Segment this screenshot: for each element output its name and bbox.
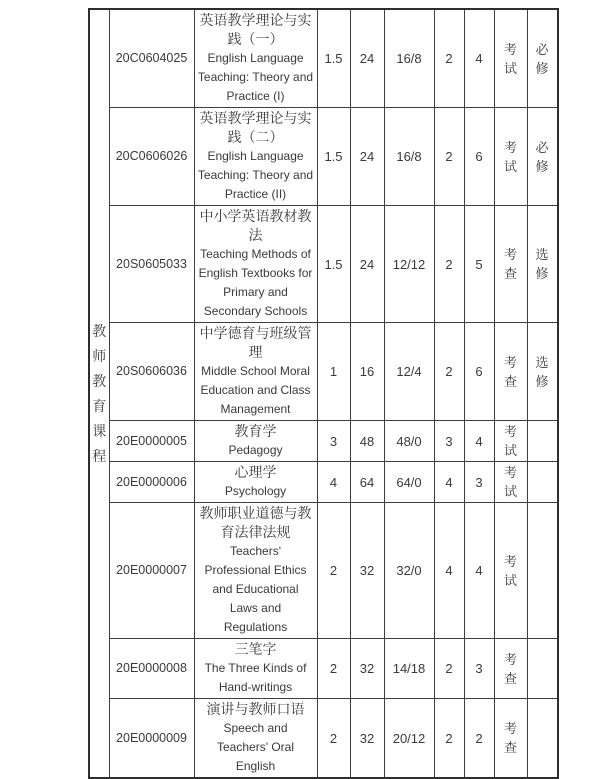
assessment-cell: 考试	[494, 503, 527, 639]
hours-cell: 32	[350, 699, 384, 779]
course-code: 20C0606026	[109, 108, 194, 206]
course-type-cell: 选修	[527, 206, 558, 323]
assessment-cell: 考试	[494, 9, 527, 108]
table-row	[89, 699, 558, 779]
weekly-hours-cell: 2	[434, 323, 464, 421]
hours-ratio-cell: 14/18	[384, 639, 434, 699]
hours-ratio-cell: 64/0	[384, 462, 434, 503]
assessment-cell: 考查	[494, 639, 527, 699]
hours-cell: 24	[350, 9, 384, 108]
course-type-cell	[527, 462, 558, 503]
semester-cell: 6	[464, 323, 494, 421]
assessment-cell: 考试	[494, 421, 527, 462]
course-table-body	[89, 9, 558, 778]
course-code: 20E0000007	[109, 503, 194, 639]
course-name	[194, 503, 317, 639]
weekly-hours-cell: 4	[434, 503, 464, 639]
course-name	[194, 639, 317, 699]
assessment-cell: 考查	[494, 699, 527, 779]
hours-cell: 32	[350, 639, 384, 699]
course-code: 20E0000009	[109, 699, 194, 779]
hours-ratio-cell: 32/0	[384, 503, 434, 639]
course-name	[194, 9, 317, 108]
category-cell: 教师教育课程	[89, 9, 109, 778]
hours-cell: 24	[350, 108, 384, 206]
course-name-zh: 三笔字	[234, 641, 277, 657]
course-type-cell	[527, 699, 558, 779]
credits-cell: 4	[317, 462, 350, 503]
credits-cell: 2	[317, 699, 350, 779]
hours-ratio-cell: 20/12	[384, 699, 434, 779]
table-row	[89, 462, 558, 503]
credits-cell: 2	[317, 503, 350, 639]
weekly-hours-cell: 3	[434, 421, 464, 462]
course-name-zh: 中学德育与班级管理	[199, 325, 312, 360]
course-code: 20S0606036	[109, 323, 194, 421]
hours-cell: 24	[350, 206, 384, 323]
table-row	[89, 9, 558, 108]
course-type-cell: 必修	[527, 9, 558, 108]
hours-ratio-cell: 12/12	[384, 206, 434, 323]
course-type-cell	[527, 639, 558, 699]
course-name	[194, 206, 317, 323]
hours-cell: 32	[350, 503, 384, 639]
course-name-zh: 英语教学理论与实践（一）	[199, 12, 312, 47]
weekly-hours-cell: 2	[434, 9, 464, 108]
weekly-hours-cell: 4	[434, 462, 464, 503]
hours-ratio-cell: 16/8	[384, 9, 434, 108]
credits-cell: 1.5	[317, 206, 350, 323]
table-row	[89, 503, 558, 639]
semester-cell: 4	[464, 503, 494, 639]
course-name-en: Pedagogy	[228, 443, 283, 457]
course-name-zh: 演讲与教师口语	[206, 701, 305, 717]
hours-cell: 64	[350, 462, 384, 503]
course-type-cell: 必修	[527, 108, 558, 206]
assessment-cell: 考试	[494, 108, 527, 206]
assessment-cell: 考试	[494, 462, 527, 503]
hours-cell: 48	[350, 421, 384, 462]
course-name	[194, 421, 317, 462]
weekly-hours-cell: 2	[434, 108, 464, 206]
table-row	[89, 421, 558, 462]
hours-ratio-cell: 12/4	[384, 323, 434, 421]
semester-cell: 2	[464, 699, 494, 779]
course-name	[194, 462, 317, 503]
credits-cell: 3	[317, 421, 350, 462]
course-type-cell	[527, 421, 558, 462]
semester-cell: 4	[464, 421, 494, 462]
course-name-en: Teachers' Professional Ethics and Educational Laws and Regulations	[204, 544, 307, 634]
course-name-en: The Three Kinds of Hand-writings	[204, 661, 307, 694]
weekly-hours-cell: 2	[434, 206, 464, 323]
course-code: 20E0000005	[109, 421, 194, 462]
course-code: 20C0604025	[109, 9, 194, 108]
course-name-en: English Language Teaching: Theory and Practice (I)	[197, 51, 314, 103]
credits-cell: 2	[317, 639, 350, 699]
table-row	[89, 108, 558, 206]
semester-cell: 5	[464, 206, 494, 323]
assessment-cell: 考查	[494, 323, 527, 421]
weekly-hours-cell: 2	[434, 639, 464, 699]
credits-cell: 1	[317, 323, 350, 421]
course-name	[194, 699, 317, 779]
course-table	[88, 8, 559, 779]
semester-cell: 3	[464, 639, 494, 699]
course-type-cell	[527, 503, 558, 639]
hours-cell: 16	[350, 323, 384, 421]
hours-ratio-cell: 48/0	[384, 421, 434, 462]
course-name-zh: 中小学英语教材教法	[199, 208, 312, 243]
course-name-en: Speech and Teachers' Oral English	[217, 721, 294, 773]
course-name	[194, 323, 317, 421]
credits-cell: 1.5	[317, 9, 350, 108]
credits-cell: 1.5	[317, 108, 350, 206]
course-name-en: Psychology	[224, 484, 287, 498]
course-code: 20E0000006	[109, 462, 194, 503]
course-code: 20S0605033	[109, 206, 194, 323]
semester-cell: 6	[464, 108, 494, 206]
course-name-en: Teaching Methods of English Textbooks for Primary and Secondary Schools	[198, 247, 313, 318]
table-row	[89, 323, 558, 421]
course-name	[194, 108, 317, 206]
assessment-cell: 考查	[494, 206, 527, 323]
course-name-en: Middle School Moral Education and Class Management	[200, 364, 311, 416]
table-row	[89, 206, 558, 323]
course-name-zh: 教育学	[234, 423, 277, 439]
course-name-zh: 教师职业道德与教育法律法规	[199, 505, 312, 540]
weekly-hours-cell: 2	[434, 699, 464, 779]
course-name-en: English Language Teaching: Theory and Practice (II)	[197, 149, 314, 201]
semester-cell: 3	[464, 462, 494, 503]
course-name-zh: 心理学	[234, 464, 277, 480]
course-code: 20E0000008	[109, 639, 194, 699]
course-type-cell: 选修	[527, 323, 558, 421]
course-name-zh: 英语教学理论与实践（二）	[199, 110, 312, 145]
hours-ratio-cell: 16/8	[384, 108, 434, 206]
table-row	[89, 639, 558, 699]
semester-cell: 4	[464, 9, 494, 108]
